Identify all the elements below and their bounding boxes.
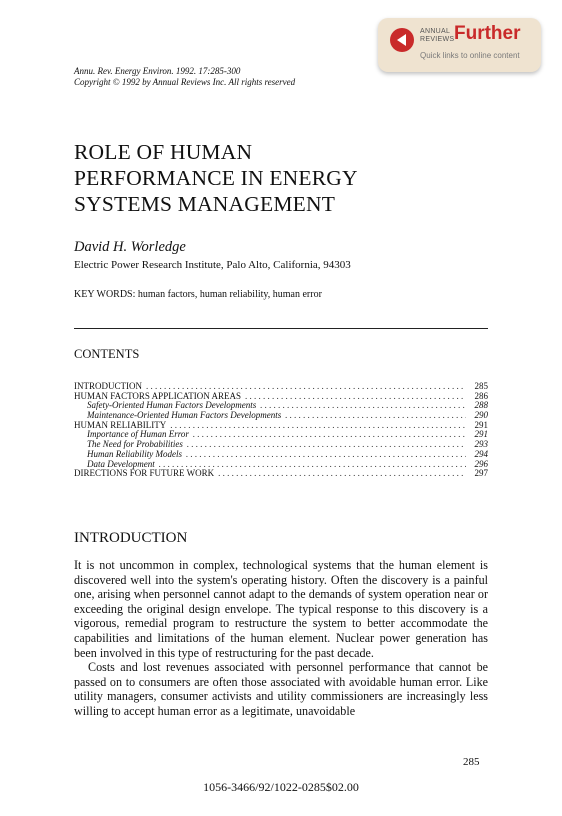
- toc-entry-label: Safety-Oriented Human Factors Developments: [87, 400, 257, 411]
- dot-leader: [186, 450, 466, 460]
- section-heading: INTRODUCTION: [74, 530, 188, 546]
- toc-entry-page: 291: [474, 429, 488, 440]
- toc-entry: [74, 469, 488, 479]
- toc-entry-page: 291: [474, 419, 488, 430]
- annual-reviews-label: ANNUAL REVIEWS: [420, 28, 455, 43]
- paragraph: Costs and lost revenues associated with personnel performance that cannot be passed on to consumers are often those associated with avoidable human error. Like utility managers, consumer activists and utility commissioners are increasingly less willing to accept human error as a legitimate, unavoidable: [74, 660, 488, 718]
- toc-entry-page: 290: [474, 410, 488, 421]
- toc-entry-page: 296: [474, 458, 488, 469]
- toc-entry-label: HUMAN FACTORS APPLICATION AREAS: [74, 390, 241, 401]
- dot-leader: [218, 469, 466, 479]
- toc-entry-label: INTRODUCTION: [74, 381, 142, 391]
- toc-entry-page: 286: [474, 390, 488, 401]
- toc-entry-page: 297: [474, 468, 488, 479]
- contents-heading: CONTENTS: [74, 347, 140, 361]
- divider: [74, 328, 488, 329]
- dot-leader: [193, 430, 466, 440]
- toc-entry-label: Maintenance-Oriented Human Factors Developments: [87, 410, 282, 421]
- back-arrow-icon: [390, 28, 414, 52]
- toc-entry-page: 288: [474, 400, 488, 411]
- title-line: SYSTEMS MANAGEMENT: [74, 192, 336, 216]
- dot-leader: [187, 440, 466, 450]
- toc-entry-page: 285: [474, 381, 488, 391]
- toc-entry-label: DIRECTIONS FOR FUTURE WORK: [74, 468, 215, 479]
- page-number: 285: [463, 756, 480, 768]
- dot-leader: [260, 401, 466, 411]
- article-title: [74, 139, 358, 217]
- toc-entry-label: The Need for Probabilities: [87, 439, 183, 450]
- toc-entry-label: Data Development: [87, 458, 155, 469]
- title-line: ROLE OF HUMAN: [74, 140, 253, 164]
- further-reading-badge[interactable]: [378, 18, 541, 72]
- journal-citation: [74, 66, 295, 87]
- toc-entry-page: 294: [474, 448, 488, 459]
- body-text: [74, 558, 488, 719]
- further-label: Further: [454, 23, 521, 44]
- table-of-contents: [74, 382, 488, 479]
- quick-links-label: Quick links to online content: [420, 51, 520, 60]
- toc-entry-page: 293: [474, 439, 488, 450]
- dot-leader: [245, 392, 466, 402]
- toc-entry-label: Human Reliability Models: [87, 448, 182, 459]
- dot-leader: [285, 411, 466, 421]
- citation-line-1: Annu. Rev. Energy Environ. 1992. 17:285-300: [74, 66, 241, 76]
- keywords: KEY WORDS: human factors, human reliability, human error: [74, 289, 322, 300]
- toc-entry-label: Importance of Human Error: [87, 429, 189, 440]
- paragraph: It is not uncommon in complex, technological systems that the human element is discovered well into the system's operating history. Often the discovery is a painful one, arising when personnel cannot adapt to the demands of system operation near or exceeding the original design envelope. The typical response to this discovery is a vigorous, remedial program to restructure the system to better accommodate the capabilities and limitations of the human element. Nuclear power generation has been involved in this type of restructuring for the past decade.: [74, 558, 488, 660]
- footer-code: 1056-3466/92/1022-0285$02.00: [203, 780, 359, 794]
- author-name: David H. Worledge: [74, 239, 186, 255]
- author-affiliation: Electric Power Research Institute, Palo Alto, California, 94303: [74, 259, 351, 271]
- toc-entry-label: HUMAN RELIABILITY: [74, 419, 167, 430]
- dot-leader: [170, 421, 466, 431]
- citation-line-2: Copyright © 1992 by Annual Reviews Inc. All rights reserved: [74, 76, 296, 87]
- title-line: PERFORMANCE IN ENERGY: [74, 166, 358, 190]
